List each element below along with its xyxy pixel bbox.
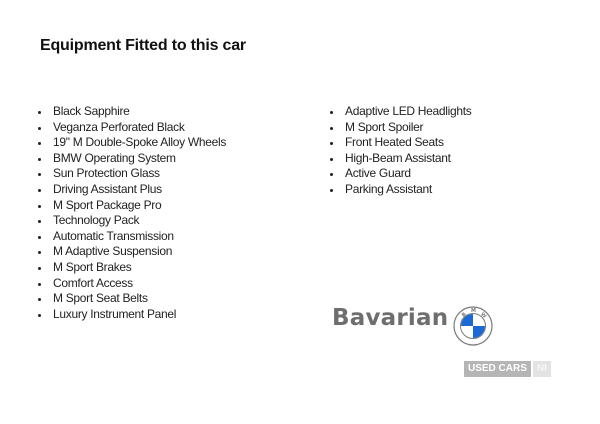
bullet-icon <box>38 189 41 192</box>
equipment-item-label: Adaptive LED Headlights <box>345 104 472 118</box>
equipment-item-label: Comfort Access <box>53 275 133 290</box>
bullet-icon <box>38 127 41 130</box>
equipment-item-label: Veganza Perforated Black <box>53 119 185 134</box>
equipment-list-right <box>325 104 472 198</box>
svg-text:B: B <box>460 311 468 319</box>
used-cars-badge <box>464 361 551 377</box>
equipment-list-left <box>33 104 226 322</box>
equipment-item-label: Parking Assistant <box>345 181 432 196</box>
equipment-item-label: Front Heated Seats <box>345 135 444 150</box>
bullet-icon <box>330 111 333 114</box>
list-item <box>33 166 226 182</box>
list-item <box>33 291 226 307</box>
list-item <box>33 260 226 276</box>
bullet-icon <box>38 283 41 286</box>
list-item <box>325 120 472 136</box>
bullet-icon <box>38 267 41 270</box>
list-item <box>325 104 472 120</box>
bullet-icon <box>38 236 41 239</box>
bullet-icon <box>38 220 41 223</box>
bullet-icon <box>38 205 41 208</box>
bullet-icon <box>330 173 333 176</box>
list-item <box>33 244 226 260</box>
list-item <box>325 166 472 182</box>
equipment-item-label: M Sport Brakes <box>53 259 132 274</box>
equipment-item-label: M Sport Package Pro <box>53 197 162 212</box>
list-item <box>33 135 226 151</box>
list-item <box>33 213 226 229</box>
bullet-icon <box>38 142 41 145</box>
equipment-item-label: Black Sapphire <box>53 104 130 118</box>
bullet-icon <box>330 189 333 192</box>
list-item <box>33 276 226 292</box>
list-item <box>33 198 226 214</box>
list-item <box>33 120 226 136</box>
bmw-roundel-icon <box>453 306 493 346</box>
bullet-icon <box>330 158 333 161</box>
bullet-icon <box>330 127 333 130</box>
equipment-item-label: High-Beam Assistant <box>345 150 451 165</box>
svg-text:M: M <box>471 308 476 315</box>
bullet-icon <box>38 111 41 114</box>
equipment-item-label: BMW Operating System <box>53 150 176 165</box>
dealer-logo <box>332 305 448 331</box>
equipment-item-label: Active Guard <box>345 166 411 181</box>
bullet-icon <box>38 314 41 317</box>
equipment-item-label: Automatic Transmission <box>53 228 174 243</box>
list-item <box>33 104 226 120</box>
list-item <box>325 135 472 151</box>
badge-region-label: NI <box>533 361 551 377</box>
dealer-name: Bavarian <box>332 305 449 331</box>
bullet-icon <box>38 298 41 301</box>
list-item <box>325 182 472 198</box>
equipment-item-label: 19" M Double-Spoke Alloy Wheels <box>53 135 227 150</box>
equipment-item-label: Luxury Instrument Panel <box>53 306 177 321</box>
equipment-item-label: Driving Assistant Plus <box>53 181 162 196</box>
equipment-item-label: M Adaptive Suspension <box>53 244 173 259</box>
bullet-icon <box>330 142 333 145</box>
list-item <box>325 151 472 167</box>
list-item <box>33 151 226 167</box>
list-item <box>33 307 226 323</box>
equipment-item-label: Sun Protection Glass <box>53 166 160 181</box>
bullet-icon <box>38 173 41 176</box>
bullet-icon <box>38 158 41 161</box>
badge-main-label: USED CARS <box>464 361 531 377</box>
equipment-item-label: Technology Pack <box>53 213 140 228</box>
svg-text:W: W <box>479 311 488 320</box>
page-title: Equipment Fitted to this car <box>40 37 246 54</box>
bullet-icon <box>38 251 41 254</box>
equipment-item-label: M Sport Seat Belts <box>53 291 148 306</box>
equipment-item-label: M Sport Spoiler <box>345 119 424 134</box>
list-item <box>33 229 226 245</box>
list-item <box>33 182 226 198</box>
